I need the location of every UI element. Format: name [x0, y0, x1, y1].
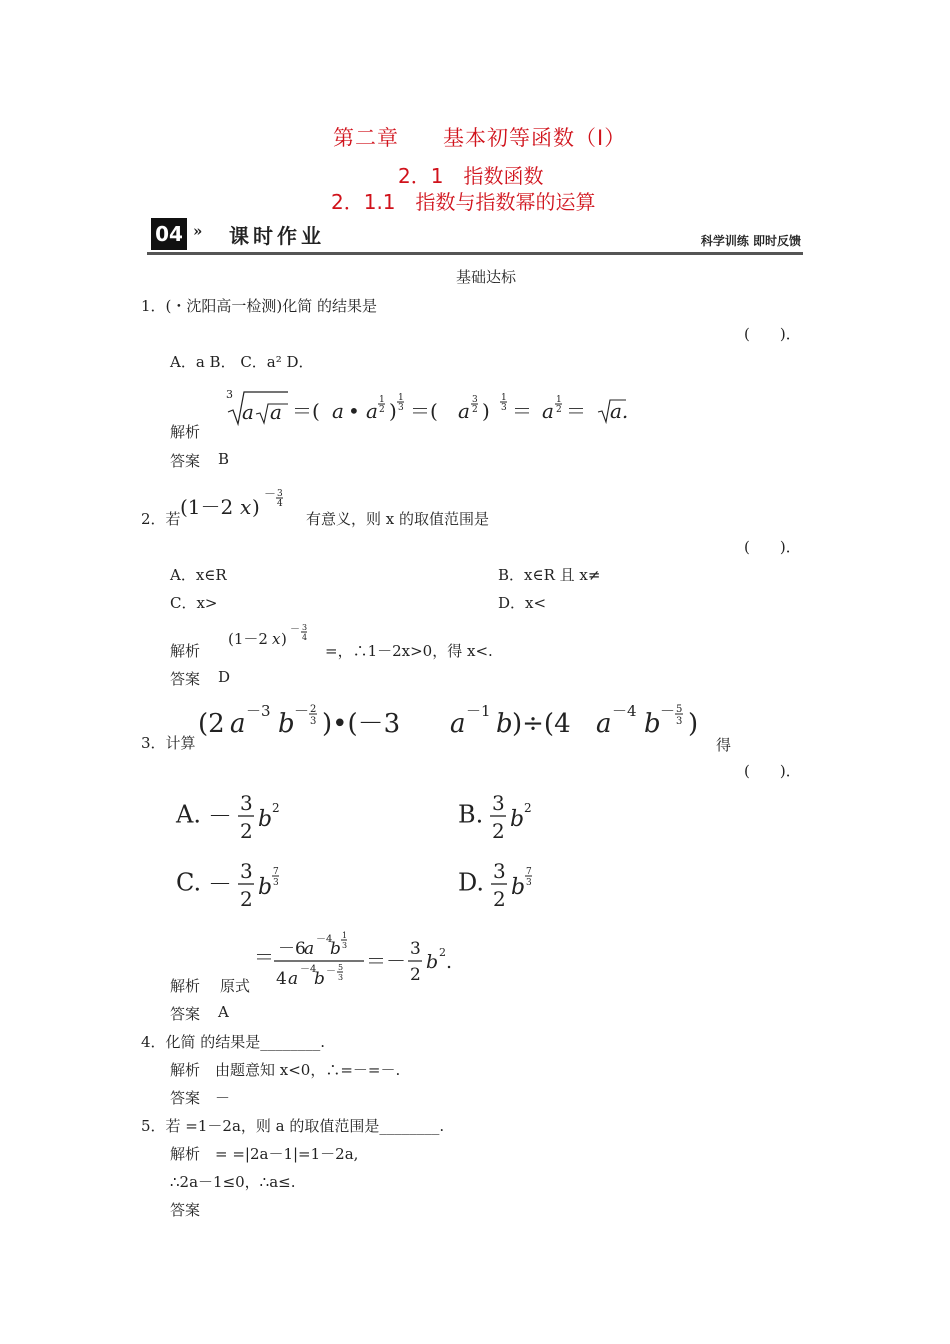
svg-text:)•(－3: )•(－3: [322, 709, 401, 739]
svg-text:a: a: [304, 939, 315, 959]
svg-text:3: 3: [240, 859, 253, 883]
svg-text:－: －: [264, 487, 277, 501]
svg-text:b: b: [644, 709, 661, 739]
svg-text:5: 5: [338, 963, 344, 972]
q2-option-d: D．x<: [498, 594, 547, 612]
svg-text:3: 3: [277, 489, 283, 499]
svg-text:－: －: [208, 870, 233, 898]
svg-text:3: 3: [501, 403, 507, 413]
q3-option-a: [176, 790, 296, 846]
svg-text:3: 3: [273, 878, 279, 888]
q2-option-a: A．x∈R: [170, 566, 227, 584]
q4-stem: 4．化简 的结果是________.: [141, 1033, 326, 1051]
svg-text:(2: (2: [198, 709, 225, 739]
svg-text:b: b: [330, 939, 341, 959]
q3-analysis-prefix: 原式: [220, 977, 251, 995]
svg-text:－4: －4: [612, 702, 637, 720]
svg-text:a: a: [366, 399, 378, 423]
q2-number: 2．若: [141, 510, 181, 528]
svg-text:3: 3: [398, 403, 404, 413]
svg-text:a: a: [230, 709, 246, 739]
svg-text:3: 3: [410, 939, 421, 959]
svg-text:a: a: [542, 399, 554, 423]
svg-text:3: 3: [472, 395, 478, 405]
q2-expression: [178, 486, 308, 530]
svg-text:2: 2: [492, 819, 506, 843]
svg-text:＝(: ＝(: [292, 399, 320, 423]
svg-text:): ): [688, 709, 699, 739]
q3-answer-label: 答案: [170, 1005, 201, 1023]
svg-text:＝: ＝: [512, 399, 532, 423]
svg-text:－4: －4: [300, 964, 317, 975]
q2-stem: 有意义，则 x 的取值范围是: [306, 510, 489, 528]
svg-text:3: 3: [310, 716, 317, 727]
svg-text:2: 2: [272, 801, 280, 815]
q3-option-b-label: B.: [458, 800, 484, 829]
svg-text:＝: ＝: [254, 945, 274, 969]
q5-stem: 5．若 =1－2a，则 a 的取值范围是________.: [141, 1117, 445, 1135]
svg-text:x: x: [272, 630, 281, 648]
svg-text:)÷(4: )÷(4: [512, 709, 571, 739]
q3-option-c-label: C.: [176, 868, 202, 897]
chapter-title: 第二章 基本初等函数（Ⅰ）: [333, 126, 627, 150]
svg-text:(1－2: (1－2: [180, 495, 234, 519]
svg-text:4: 4: [277, 499, 283, 509]
svg-text:＝: ＝: [566, 399, 586, 423]
banner-slogan: 科学训练 即时反馈: [700, 234, 801, 248]
svg-text:3: 3: [492, 791, 506, 815]
svg-text:a.: a.: [610, 399, 629, 423]
svg-text:1: 1: [556, 395, 562, 405]
svg-text:－: －: [290, 624, 300, 635]
svg-text:2: 2: [240, 819, 253, 843]
q3-answer: A: [218, 1003, 229, 1021]
svg-text:b: b: [496, 709, 513, 739]
svg-text:3: 3: [338, 973, 344, 982]
banner-title: 课时作业: [229, 224, 325, 248]
svg-text:b: b: [426, 951, 439, 973]
svg-text:3: 3: [342, 941, 348, 950]
q3-option-d: [458, 858, 549, 914]
q3-number: 3．计算: [141, 734, 196, 752]
svg-text:1: 1: [398, 393, 404, 403]
svg-text:－: －: [660, 702, 676, 720]
svg-text:3: 3: [526, 878, 532, 888]
q2-paren: ( )．: [744, 538, 801, 556]
q2-option-b: B．x∈R 且 x≠: [498, 566, 601, 584]
q4-answer: 答案 －: [170, 1089, 231, 1107]
svg-text:•: •: [348, 399, 360, 423]
homework-banner: [147, 216, 803, 255]
q1-stem: 1．(・沈阳高一检测)化简 的结果是: [141, 297, 378, 315]
q5-answer: 答案: [170, 1201, 201, 1219]
q3-analysis-label: 解析: [170, 977, 201, 995]
q1-solution-formula: [224, 386, 644, 434]
svg-text:a: a: [596, 709, 612, 739]
svg-text:2: 2: [410, 965, 421, 985]
svg-text:3: 3: [493, 859, 506, 883]
q3-option-a-label: A.: [176, 800, 201, 829]
svg-text:b: b: [258, 875, 273, 900]
q3-option-d-label: D.: [458, 868, 485, 897]
svg-text:3: 3: [240, 791, 253, 815]
svg-text:b: b: [278, 709, 295, 739]
svg-text:7: 7: [526, 867, 532, 877]
q3-option-b: [458, 790, 548, 846]
svg-text:－4: －4: [316, 934, 333, 945]
svg-text:2: 2: [493, 887, 506, 911]
svg-text:－3: －3: [246, 702, 271, 720]
svg-text:x: x: [240, 495, 252, 519]
q3-analysis-formula: [254, 928, 464, 994]
svg-text:(1－2: (1－2: [228, 630, 268, 648]
svg-text:5: 5: [676, 704, 683, 715]
subsection-title: 2．1.1 指数与指数幂的运算: [331, 190, 596, 214]
q3-tail: 得: [716, 736, 732, 754]
svg-text:2: 2: [524, 801, 532, 815]
svg-text:b: b: [510, 807, 525, 832]
q2-answer: D: [218, 668, 231, 686]
q5-analysis-line1: 解析 = =|2a－1|=1－2a,: [170, 1145, 359, 1163]
svg-text:.: .: [446, 951, 453, 973]
svg-text:b: b: [314, 969, 325, 989]
svg-text:2: 2: [472, 405, 478, 415]
svg-text:a: a: [450, 709, 466, 739]
q2-analysis-expression: [226, 622, 322, 656]
svg-text:a: a: [242, 400, 254, 424]
svg-text:b: b: [258, 807, 273, 832]
q3-paren: ( )．: [744, 762, 801, 780]
q1-analysis-label: 解析: [170, 423, 201, 441]
svg-text:): ): [252, 495, 260, 519]
svg-text:): ): [389, 399, 397, 423]
svg-text:a: a: [332, 399, 344, 423]
svg-text:4: 4: [276, 969, 287, 989]
svg-text:a: a: [288, 969, 299, 989]
q3-option-c: [176, 858, 300, 914]
svg-text:2: 2: [556, 405, 562, 415]
svg-text:－: －: [208, 802, 233, 830]
q5-analysis-line2: ∴2a－1≤0，∴a≤.: [170, 1173, 296, 1191]
svg-text:2: 2: [439, 946, 446, 959]
svg-text:2: 2: [240, 887, 253, 911]
q2-answer-label: 答案: [170, 670, 201, 688]
svg-text:－: －: [294, 702, 310, 720]
svg-text:b: b: [511, 875, 526, 900]
svg-text:a: a: [458, 399, 470, 423]
q3-expression: [198, 696, 718, 750]
svg-text:－1: －1: [466, 702, 491, 720]
q4-analysis: 解析 由题意知 x<0，∴=－=－.: [170, 1061, 401, 1079]
q1-paren: ( )．: [744, 325, 801, 343]
svg-text:7: 7: [273, 867, 279, 877]
svg-text:3: 3: [302, 623, 308, 632]
svg-text:3: 3: [676, 716, 683, 727]
svg-text:4: 4: [302, 633, 308, 642]
q2-analysis-label: 解析: [170, 642, 201, 660]
q1-answer: B: [218, 450, 230, 468]
svg-text:1: 1: [501, 393, 507, 403]
svg-text:－6: －6: [278, 939, 306, 959]
svg-text:3: 3: [226, 388, 233, 401]
svg-text:a: a: [270, 400, 282, 424]
svg-text:2: 2: [310, 704, 317, 715]
lesson-badge: 04: [151, 218, 187, 250]
double-arrow-icon: »: [193, 222, 203, 240]
svg-text:1: 1: [342, 931, 348, 940]
level-heading: 基础达标: [456, 268, 517, 286]
svg-text:＝－: ＝－: [366, 949, 406, 973]
svg-text:): ): [281, 630, 287, 648]
svg-text:－: －: [326, 966, 336, 977]
q1-options: A．a B． C．a² D．: [170, 353, 314, 371]
q2-option-c: C．x>: [170, 594, 218, 612]
section-title: 2．1 指数函数: [398, 164, 544, 188]
q1-answer-label: 答案: [170, 452, 201, 470]
svg-text:1: 1: [379, 395, 385, 405]
svg-text:2: 2: [379, 405, 385, 415]
svg-text:): ): [482, 399, 490, 423]
q2-analysis: =，∴1－2x>0，得 x<.: [325, 642, 493, 660]
svg-text:＝(: ＝(: [410, 399, 438, 423]
